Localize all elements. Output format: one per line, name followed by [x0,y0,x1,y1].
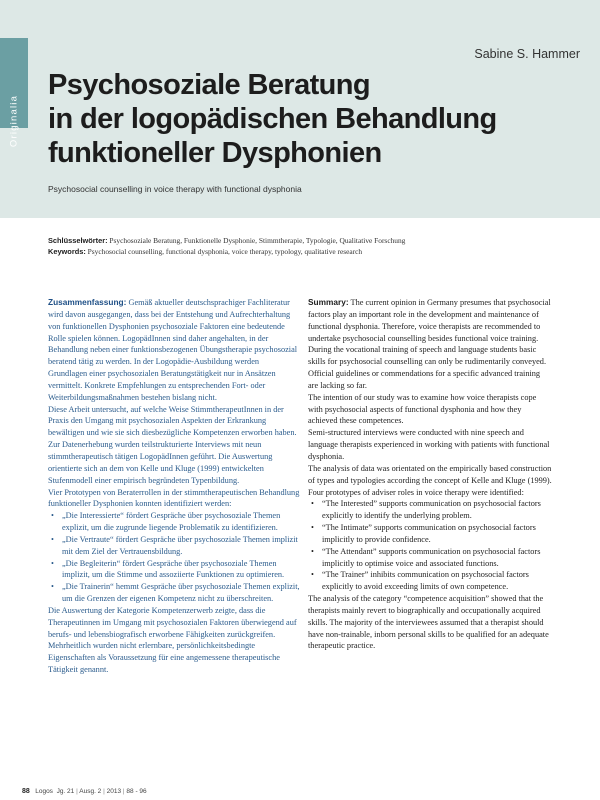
footer-separator: | [122,788,125,795]
abstract-en-paragraph-2: The intention of our study was to examine how voice therapists cope with psychosocial aspects of functional dysphonia and how they achieved these competences. [308,392,537,426]
abstract-de-bullet: • „Die Trainerin“ hemmt Gespräche über psychosoziale Themen explizit, um die Grenzen der eigenen Kompetenz nicht zu überschreiten. [48,581,300,605]
abstract-de-paragraph-3: Zur Datenerhebung wurden teilstrukturierte Interviews mit neun stimmtherapeutisch tätigen LogopädInnen geführt. Die Auswertung orientierte sich an dem von Kelle und Kluge (1999) entwickelten Stufenmodell einer empirisch begründeten Typenbildung. [48,440,273,485]
abstract-de-paragraph-5: Die Auswertung der Kategorie Kompetenzerwerb zeigte, dass die Therapeutinnen im Umgang mit psychosozialen Faktoren überwiegend auf berufs- und lebensbiografisch erworbene Fähigkeiten zurückgreifen. Mehrheitlich wurden nicht erlernbare, persönlichkeitsbedingte Eigenschaften als Voraussetzung für eine angemessene therapeutische Tätigkeit genannt. [48,605,297,675]
journal-pages: 88 - 96 [126,788,147,795]
title-line-1: Psychosoziale Beratung [48,69,371,101]
abstract-de-bullet: • „Die Interessierte“ fördert Gespräche über psychosoziale Themen explizit, um die zugrunde liegende Problematik zu identifizieren. [48,510,300,534]
abstract-de-bullet: • „Die Begleiterin“ fördert Gespräche über psychosoziale Themen implizit, um die Stimme und assoziierte Funktionen zu optimieren. [48,558,300,582]
journal-issue: Ausg. 2 [79,788,102,795]
page-number: 88 [22,788,30,795]
journal-year: 2013 [106,788,122,795]
abstract-en-paragraph-5: Four prototypes of adviser roles in voice therapy were identified: [308,487,524,497]
journal-name: Logos [35,788,53,795]
section-tab [0,38,28,148]
page-footer [22,788,147,795]
abstract-en-intro-text: The current opinion in Germany presumes that psychosocial factors play an important role in the development and maintenance of functional dysphonia. Therefore, voice therapists are recommended to undertake psychosocial counselling besides functional voice training. During the vocational training of speech and language students basic skills for psychosocial counselling can only be rudimentarily conveyed. Official guidelines or commendations for a specific advanced training are lacking so far. [308,298,551,390]
abstract-en-bullet: • “The Interested” supports communication on psychosocial factors explicitly to identify the underlying problem. [308,498,552,522]
abstract-en-paragraph-4: The analysis of data was orientated on the empirically based construction of types and typologies according the concept of Kelle and Kluge (1999). [308,463,552,485]
keywords-de-text: Psychosoziale Beratung, Funktionelle Dysphonie, Stimmtherapie, Typologie, Qualitative Forschung [109,236,406,245]
abstract-de-bullet: • „Die Vertraute“ fördert Gespräche über psychosoziale Themen implizit mit dem Ziel der Vertrauensbildung. [48,534,300,558]
abstract-en-bullet: • “The Attendant” supports communication on psychosocial factors implicitly to optimise voice and associated functions. [308,546,552,570]
abstract-german [48,297,300,676]
abstract-english [308,297,552,652]
abstract-en-bullet: • “The Intimate” supports communication on psychosocial factors implicitly to provide confidence. [308,522,552,546]
abstract-de-intro [48,297,300,404]
journal-volume: Jg. 21 [56,788,75,795]
footer-separator: | [76,788,78,795]
abstract-en-intro [308,297,552,392]
title-line-2: in der logopädischen Behandlung [48,103,497,135]
keywords-en-text: Psychosocial counselling, functional dysphonia, voice therapy, typology, qualitative research [87,247,363,256]
article-subtitle: Psychosocial counselling in voice therapy with functional dysphonia [48,184,302,194]
abstract-de-paragraph-2: Diese Arbeit untersucht, auf welche Weise StimmtherapeutInnen in der Praxis den Umgang mit psychosozialen Aspekten der Erkrankung bewältigen und wie sie sich diesbezügliche Kompetenzen erworben haben. [48,404,297,438]
author-name: Sabine S. Hammer [474,47,580,61]
keywords-en [48,247,588,256]
title-line-3: funktioneller Dysphonien [48,137,382,169]
abstract-en-bullet: • “The Trainer” inhibits communication on psychosocial factors explicitly to avoid exceeding limits of own competence. [308,569,552,593]
abstract-de-intro-text: Gemäß aktueller deutschsprachiger Fachliteratur wird davon ausgegangen, dass bei der Entstehung und Aufrechterhaltung von funktionellen Dysphonien psychosoziale Faktoren eine bedeutende Rolle spielen können. LogopädInnen sind daher angehalten, in der Behandlung neben einer funktionsbezogenen Übungstherapie psychosozial beratend tätig zu werden. In der Logopädie-Ausbildung werden Grundlagen einer psychosozialen Beratungstätigkeit nur in Ansätzen vermittelt. Konkrete Empfehlungen zu entsprechenden Fort- oder Weiterbildungsmaßnahmen bestehen bislang nicht. [48,298,298,402]
keywords-de [48,236,588,245]
section-tab-label: Originalia [8,94,20,148]
abstract-de-label: Zusammenfassung: [48,297,127,307]
abstract-en-paragraph-6: The analysis of the category “competence acquisition” showed that the therapists mainly revert to biographically and occupationally acquired skills. The majority of the interviewees assumed that a therapist should have non-trainable, inborn personal skills to be qualified for an adequate therapeutic practice. [308,594,549,651]
abstract-de-paragraph-4: Vier Prototypen von Beraterrollen in der stimmtherapeutischen Behandlung funktioneller Dysphonien konnten identifiziert werden: [48,487,300,509]
article-title [48,68,588,170]
abstract-en-paragraph-3: Semi-structured interviews were conducted with nine speech and language therapists experienced in working with patients with functional dysphonia. [308,428,550,461]
footer-separator: | [103,788,105,795]
keywords-de-label: Schlüsselwörter: [48,236,108,245]
keywords-en-label: Keywords: [48,247,86,256]
abstract-en-label: Summary: [308,297,349,307]
